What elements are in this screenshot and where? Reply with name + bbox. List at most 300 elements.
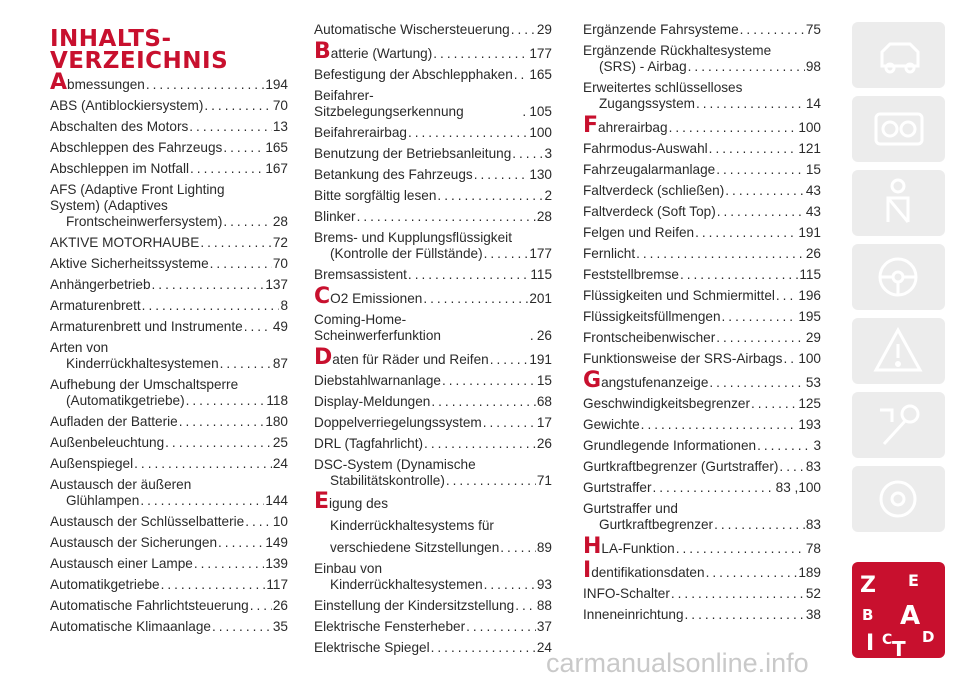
page-number: 167 <box>265 161 288 176</box>
entry-text: Frontscheinwerfersystem) <box>66 214 223 229</box>
leader-dots <box>779 459 804 475</box>
index-entry[interactable] <box>314 619 552 635</box>
entry-label <box>50 619 211 635</box>
leader-dots <box>244 319 272 335</box>
leader-dots <box>194 556 264 572</box>
entry-label <box>50 414 178 430</box>
index-entry[interactable] <box>50 70 288 95</box>
leader-dots <box>442 373 536 389</box>
entry-text: Armaturenbrett <box>50 298 141 313</box>
car-icon[interactable] <box>852 22 945 88</box>
index-entry[interactable] <box>314 230 552 262</box>
index-entry[interactable] <box>314 39 552 64</box>
entry-text: Faltverdeck (Soft Top) <box>583 204 716 219</box>
entry-initial: C <box>314 284 331 309</box>
page-number: 14 <box>805 96 821 111</box>
page-number: 125 <box>798 396 821 411</box>
index-entry[interactable] <box>50 256 288 272</box>
entry-text: verschiedene Sitzstellungen <box>330 540 500 555</box>
leader-dots <box>433 46 528 62</box>
page-number: 93 <box>536 577 552 592</box>
entry-text: Stabilitätskontrolle) <box>330 473 445 488</box>
page-number: 83 <box>805 459 821 474</box>
index-entry[interactable] <box>314 373 552 389</box>
index-entry[interactable] <box>314 88 552 120</box>
leader-dots <box>696 96 805 112</box>
index-entry[interactable] <box>583 225 821 241</box>
index-entry[interactable] <box>314 267 552 283</box>
leader-dots <box>466 619 536 635</box>
page-number: 191 <box>798 225 821 240</box>
page-number: 177 <box>529 246 552 261</box>
page-number: 70 <box>272 256 288 271</box>
leader-dots <box>716 162 805 178</box>
index-entry[interactable] <box>583 480 821 496</box>
leader-dots <box>218 535 264 551</box>
page-number: 194 <box>265 77 288 92</box>
entry-text: Coming-Home-Scheinwerferfunktion <box>314 312 441 343</box>
leader-dots <box>722 309 798 325</box>
entry-line: Brems- und Kupplungsflüssigkeit <box>314 230 512 245</box>
index-entry[interactable] <box>50 119 288 135</box>
entry-label <box>583 204 716 220</box>
index-entry[interactable] <box>50 277 288 293</box>
entry-label <box>583 607 684 623</box>
page-number: 10 <box>272 514 288 529</box>
entry-text: Austausch der Sicherungen <box>50 535 218 550</box>
index-entry[interactable] <box>583 288 821 304</box>
entry-text: ABS (Antiblockiersystem) <box>50 98 204 113</box>
index-entry[interactable] <box>50 535 288 551</box>
index-entry[interactable] <box>50 319 288 335</box>
entry-line: Einbau von <box>314 561 383 576</box>
index-entry[interactable] <box>583 417 821 433</box>
leader-dots <box>641 417 798 433</box>
index-entry[interactable] <box>50 435 288 451</box>
entry-line: Aufhebung der Umschaltsperre <box>50 377 239 392</box>
entry-text: igung des <box>329 496 388 511</box>
entry-text: Beifahrer-Sitzbelegungserkennung <box>314 88 464 119</box>
index-entry[interactable] <box>583 607 821 623</box>
page-title <box>50 28 228 72</box>
page-number: 78 <box>805 541 821 556</box>
index-entry[interactable] <box>583 309 821 325</box>
entry-label <box>50 277 151 293</box>
dashboard-icon[interactable] <box>852 96 945 162</box>
leader-dots <box>685 607 805 623</box>
entry-label <box>583 288 775 304</box>
index-entry[interactable] <box>583 351 821 367</box>
index-entry[interactable] <box>50 340 288 372</box>
page-number: 13 <box>272 119 288 134</box>
entry-label <box>50 319 243 335</box>
leader-dots <box>676 541 805 557</box>
index-entry[interactable] <box>583 267 821 283</box>
entry-label <box>50 70 145 95</box>
entry-initial: E <box>314 489 330 514</box>
entry-text: Doppelverriegelungssystem <box>314 415 482 430</box>
index-entry[interactable] <box>50 577 288 593</box>
entry-text: dentifikationsdaten <box>591 565 705 580</box>
entry-label <box>50 577 160 593</box>
page-number: 195 <box>798 309 821 324</box>
entry-label <box>583 586 670 602</box>
page-number: 88 <box>536 598 552 613</box>
page-number: 177 <box>529 46 552 61</box>
entry-label <box>50 119 188 135</box>
index-entry[interactable] <box>583 330 821 346</box>
page-number: 26 <box>536 328 552 343</box>
index-entry[interactable] <box>50 161 288 177</box>
entry-label <box>583 417 640 433</box>
index-column-3 <box>583 22 821 628</box>
index-letter-e: E <box>908 571 919 590</box>
page-number: 24 <box>536 640 552 655</box>
page-number: 71 <box>536 473 552 488</box>
entry-text: Frontscheibenwischer <box>583 330 716 345</box>
entry-text: (Automatikgetriebe) <box>66 393 185 408</box>
index-entry[interactable] <box>50 556 288 572</box>
entry-text: Feststellbremse <box>583 267 679 282</box>
leader-dots <box>714 517 805 533</box>
entry-last-line <box>583 96 821 112</box>
leader-dots <box>200 235 272 251</box>
leader-dots <box>210 256 272 272</box>
page-number: 52 <box>805 586 821 601</box>
index-entry[interactable] <box>314 167 552 183</box>
page-number: 118 <box>266 393 288 408</box>
leader-dots <box>212 619 272 635</box>
entry-label <box>50 514 244 530</box>
page-number: 43 <box>805 204 821 219</box>
entry-line: Erweitertes schlüsselloses <box>583 80 743 95</box>
steering-wheel-icon[interactable] <box>852 244 945 310</box>
entry-label <box>583 22 739 38</box>
entry-text: Automatikgetriebe <box>50 577 160 592</box>
index-entry[interactable] <box>583 396 821 412</box>
entry-last-line <box>314 246 552 262</box>
index-icon[interactable] <box>852 562 945 658</box>
page-number: 189 <box>798 565 821 580</box>
entry-text: DRL (Tagfahrlicht) <box>314 436 424 451</box>
entry-text: atterie (Wartung) <box>330 46 433 61</box>
title-line-2: VERZEICHNIS <box>50 48 229 74</box>
entry-text: Felgen und Reifen <box>583 225 695 240</box>
entry-label <box>50 161 189 177</box>
entry-text: Automatische Wischersteuerung <box>314 22 510 37</box>
entry-last-line <box>583 59 821 75</box>
entry-text: Bitte sorgfältig lesen <box>314 188 437 203</box>
entry-line: AFS (Adaptive Front Lighting <box>50 182 225 197</box>
index-entry[interactable] <box>583 113 821 138</box>
leader-dots <box>490 352 529 368</box>
index-entry[interactable] <box>583 586 821 602</box>
leader-dots <box>680 267 798 283</box>
index-entry[interactable] <box>50 298 288 314</box>
entry-text: AKTIVE MOTORHAUBE <box>50 235 200 250</box>
page-number: 83 <box>805 517 821 532</box>
index-letter-c: C <box>882 632 893 648</box>
entry-text: INFO-Schalter <box>583 586 670 601</box>
index-entry[interactable] <box>583 43 821 75</box>
index-entry[interactable] <box>314 436 552 452</box>
entry-text: Bremsassistent <box>314 267 407 282</box>
index-entry[interactable] <box>314 312 552 344</box>
page-number: 180 <box>265 414 288 429</box>
page-number: 15 <box>805 162 821 177</box>
entry-text: Flüssigkeitsfüllmengen <box>583 309 721 324</box>
index-entry[interactable] <box>314 188 552 204</box>
leader-dots <box>245 514 272 530</box>
entry-text: Benutzung der Betriebsanleitung <box>314 146 512 161</box>
entry-line: Arten von <box>50 340 109 355</box>
leader-dots <box>653 480 775 496</box>
entry-line: Austausch der äußeren <box>50 477 192 492</box>
page-number: 165 <box>529 67 552 82</box>
leader-dots <box>408 125 528 141</box>
index-entry[interactable] <box>50 140 288 156</box>
index-entry[interactable] <box>50 477 288 509</box>
entry-label <box>314 267 407 283</box>
leader-dots <box>709 375 804 391</box>
wheel-icon[interactable] <box>852 466 945 532</box>
entry-text: Abschleppen des Fahrzeugs <box>50 140 223 155</box>
page-number: 26 <box>272 598 288 613</box>
page-number: 28 <box>536 209 552 224</box>
entry-label <box>314 312 529 344</box>
index-entry[interactable] <box>583 22 821 38</box>
index-entry[interactable] <box>50 377 288 409</box>
watermark: carmanualsonline.info <box>546 648 809 678</box>
page-number: 3 <box>544 146 552 161</box>
leader-dots <box>717 204 805 220</box>
page-number: 193 <box>798 417 821 432</box>
index-entry[interactable] <box>314 394 552 410</box>
entry-label <box>314 345 489 370</box>
index-entry[interactable] <box>583 141 821 157</box>
index-entry[interactable] <box>583 162 821 178</box>
entry-line: Ergänzende Rückhaltesysteme <box>583 43 772 58</box>
entry-text: Befestigung der Abschlepphaken <box>314 67 513 82</box>
page-number: 89 <box>536 540 552 555</box>
page-number: 75 <box>805 22 821 37</box>
entry-text: Austausch einer Lampe <box>50 556 193 571</box>
leader-dots <box>204 98 272 114</box>
entry-text: ahrerairbag <box>598 120 668 135</box>
entry-text: Fahrmodus-Auswahl <box>583 141 708 156</box>
index-entry[interactable] <box>314 345 552 370</box>
index-entry[interactable] <box>314 561 552 593</box>
entry-last-line <box>314 540 552 556</box>
leader-dots <box>146 77 264 93</box>
entry-text: Gurtkraftbegrenzer <box>599 517 714 532</box>
index-entry[interactable] <box>583 459 821 475</box>
entry-text: Faltverdeck (schließen) <box>583 183 725 198</box>
entry-label <box>314 146 511 162</box>
page-number: 149 <box>265 535 288 550</box>
page-number: 191 <box>529 352 552 367</box>
index-entry[interactable] <box>50 514 288 530</box>
index-entry[interactable] <box>314 22 552 38</box>
entry-text: Diebstahlwarnanlage <box>314 373 441 388</box>
index-entry[interactable] <box>583 246 821 262</box>
leader-dots <box>189 119 272 135</box>
entry-text: Abschalten des Motors <box>50 119 189 134</box>
index-entry[interactable] <box>583 80 821 112</box>
entry-label <box>314 415 482 431</box>
entry-text: Geschwindigkeitsbegrenzer <box>583 396 750 411</box>
index-letter-b: B <box>862 606 874 624</box>
entry-text: LA-Funktion <box>601 541 675 556</box>
entry-label <box>583 246 635 262</box>
index-entry[interactable] <box>314 457 552 489</box>
entry-line: DSC-System (Dynamische <box>314 457 476 472</box>
leader-dots <box>515 598 536 614</box>
entry-text: Kinderrückhaltesystemen <box>66 356 219 371</box>
leader-dots <box>142 298 280 314</box>
entry-label <box>314 598 514 614</box>
entry-text: Fernlicht <box>583 246 636 261</box>
page-number: 26 <box>536 436 552 451</box>
leader-dots <box>161 577 266 593</box>
entry-text: (Kontrolle der Füllstände) <box>330 246 483 261</box>
index-entry[interactable] <box>50 414 288 430</box>
entry-text: Außenspiegel <box>50 456 134 471</box>
index-entry[interactable] <box>314 598 552 614</box>
page-number: 117 <box>266 577 288 592</box>
entry-text: Beifahrerairbag <box>314 125 407 140</box>
entry-label <box>583 183 724 199</box>
leader-dots <box>669 120 798 136</box>
entry-label <box>314 394 430 410</box>
page-number: 29 <box>805 330 821 345</box>
entry-label <box>583 558 705 583</box>
entry-initial: D <box>314 345 333 370</box>
entry-last-line <box>583 517 821 533</box>
leader-dots <box>757 438 812 454</box>
index-entry[interactable] <box>583 204 821 220</box>
leader-dots <box>783 351 797 367</box>
leader-dots <box>179 414 265 430</box>
entry-initial: I <box>583 558 592 583</box>
leader-dots <box>357 209 536 225</box>
leader-dots <box>706 565 798 581</box>
index-entry[interactable] <box>314 67 552 83</box>
leader-dots <box>514 67 529 83</box>
entry-text: Display-Meldungen <box>314 394 431 409</box>
page-number: 49 <box>272 319 288 334</box>
leader-dots <box>190 161 264 177</box>
index-entry[interactable] <box>314 125 552 141</box>
entry-line: System) (Adaptives <box>50 198 168 213</box>
leader-dots <box>140 493 264 509</box>
leader-dots <box>250 598 272 614</box>
entry-label <box>314 373 441 389</box>
index-entry[interactable] <box>314 284 552 309</box>
entry-text: Gurtkraftbegrenzer (Gurtstraffer) <box>583 459 779 474</box>
entry-text: O2 Emissionen <box>330 291 423 306</box>
entry-text: angstufenanzeige <box>601 375 709 390</box>
page-number: 165 <box>265 140 288 155</box>
wrench-icon[interactable] <box>852 392 945 458</box>
index-entry[interactable] <box>314 146 552 162</box>
chapter-sidebar <box>852 22 945 658</box>
entry-label <box>50 535 217 551</box>
entry-label <box>583 330 715 346</box>
index-entry[interactable] <box>583 438 821 454</box>
index-entry[interactable] <box>50 182 288 230</box>
index-entry[interactable] <box>314 415 552 431</box>
entry-text: Aktive Sicherheitssysteme <box>50 256 209 271</box>
leader-dots <box>512 146 543 162</box>
leader-dots <box>223 214 272 230</box>
index-entry[interactable] <box>50 598 288 614</box>
page-number: 137 <box>265 277 288 292</box>
index-entry[interactable] <box>50 456 288 472</box>
page-number: 3 <box>813 438 821 453</box>
entry-line: Kinderrückhaltesystems für <box>330 518 494 533</box>
index-entry[interactable] <box>583 368 821 393</box>
leader-dots <box>709 141 798 157</box>
page-number: 68 <box>536 394 552 409</box>
index-entry[interactable] <box>50 98 288 114</box>
index-entry[interactable] <box>583 183 821 199</box>
index-entry[interactable] <box>50 619 288 635</box>
index-entry[interactable] <box>314 209 552 225</box>
entry-text: Glühlampen <box>66 493 140 508</box>
leader-dots <box>522 104 528 120</box>
leader-dots <box>688 59 805 75</box>
page-number: 25 <box>272 435 288 450</box>
page-number: 201 <box>529 291 552 306</box>
index-column-1 <box>50 70 288 640</box>
page-number: 87 <box>272 356 288 371</box>
entry-label <box>583 225 694 241</box>
entry-last-line <box>314 473 552 489</box>
index-entry[interactable] <box>314 489 552 556</box>
entry-label <box>50 598 249 614</box>
leader-dots <box>725 183 805 199</box>
page-number: 28 <box>272 214 288 229</box>
entry-label <box>50 456 133 472</box>
entry-text: Einstellung der Kindersitzstellung <box>314 598 515 613</box>
entry-last-line <box>314 577 552 593</box>
index-entry[interactable] <box>583 534 821 559</box>
entry-last-line <box>50 214 288 230</box>
entry-label <box>583 396 750 412</box>
entry-label <box>50 98 203 114</box>
page-number: 115 <box>799 267 821 282</box>
warning-icon[interactable] <box>852 318 945 384</box>
index-entry[interactable] <box>50 235 288 251</box>
page-number: 72 <box>272 235 288 250</box>
seat-belt-icon[interactable] <box>852 170 945 236</box>
entry-initial: G <box>583 368 602 393</box>
entry-text: Funktionsweise der SRS-Airbags <box>583 351 783 366</box>
entry-text: Armaturenbrett und Instrumente <box>50 319 243 334</box>
entry-label <box>583 267 679 283</box>
index-entry[interactable] <box>314 640 552 656</box>
leader-dots <box>186 393 266 409</box>
index-entry[interactable] <box>583 558 821 583</box>
leader-dots <box>431 640 536 656</box>
index-entry[interactable] <box>583 501 821 533</box>
entry-label <box>314 167 473 183</box>
entry-text: Grundlegende Informationen <box>583 438 757 453</box>
index-column-2 <box>314 22 552 661</box>
entry-text: Elektrische Fensterheber <box>314 619 466 634</box>
entry-text: Kinderrückhaltesystemen <box>330 577 483 592</box>
